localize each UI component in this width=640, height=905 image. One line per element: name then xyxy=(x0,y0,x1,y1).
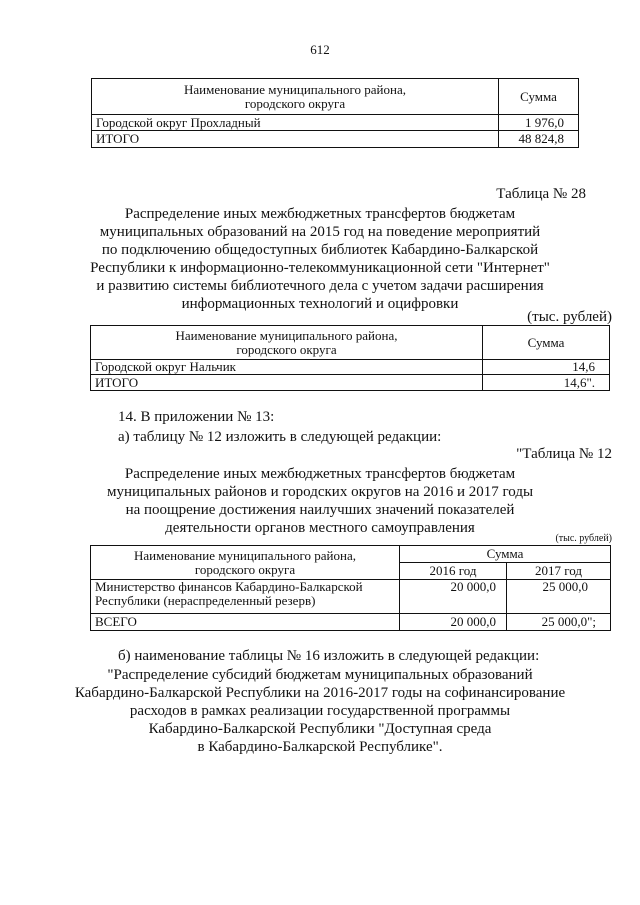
header-name-cell xyxy=(91,546,400,580)
page-number: 612 xyxy=(310,42,330,57)
table12-title xyxy=(0,465,640,537)
row-name: Городской округ Прохладный xyxy=(92,115,499,131)
table16-title xyxy=(0,666,640,756)
row-name: ИТОГО xyxy=(91,375,483,391)
table28-label: Таблица № 28 xyxy=(496,186,586,202)
header-sum-cell: Сумма xyxy=(483,326,610,360)
row-name-line: Министерство финансов Кабардино-Балкарской xyxy=(95,579,363,594)
row-name: ИТОГО xyxy=(92,131,499,148)
table-continuation xyxy=(91,78,579,148)
row-value-2016: 20 000,0 xyxy=(400,614,507,631)
header-name-line: Наименование муниципального района, xyxy=(175,327,398,343)
header-2016-cell: 2016 год xyxy=(400,563,507,580)
header-name-cell xyxy=(91,326,483,360)
table-row xyxy=(92,131,579,148)
table28 xyxy=(90,325,610,391)
row-sum: 48 824,8 xyxy=(499,131,579,148)
table-row xyxy=(91,614,611,631)
table-row xyxy=(91,580,611,614)
row-value-2017: 25 000,0"; xyxy=(507,614,611,631)
header-name-line: Наименование муниципального района, xyxy=(184,81,406,97)
title-line: деятельности органов местного самоуправления xyxy=(165,520,475,536)
header-name-cell xyxy=(92,79,499,115)
title-line: Кабардино-Балкарской Республики на 2016-2017 годы на софинансирование xyxy=(74,685,566,701)
title-line: на поощрение достижения наилучших значений показателей xyxy=(125,502,515,518)
title-line: по подключению общедоступных библиотек Кабардино-Балкарской xyxy=(101,242,539,258)
row-sum: 14,6". xyxy=(483,375,610,391)
row-sum: 1 976,0 xyxy=(499,115,579,131)
section-b-item: б) наименование таблицы № 16 изложить в следующей редакции: xyxy=(118,648,540,664)
title-line: в Кабардино-Балкарской Республике". xyxy=(197,739,443,755)
title-line: муниципальных образований на 2015 год на поведение мероприятий xyxy=(99,224,541,240)
title-line: муниципальных районов и городских округов на 2016 и 2017 годы xyxy=(106,484,534,500)
section14-heading: 14. В приложении № 13: xyxy=(118,409,275,425)
row-name-line: Республики (нераспределенный резерв) xyxy=(95,592,316,608)
table28-units: (тыс. рублей) xyxy=(527,309,612,325)
table28-title xyxy=(0,205,640,313)
header-name-line: городского округа xyxy=(244,95,346,111)
header-sum-cell: Сумма xyxy=(400,546,611,563)
title-line: Кабардино-Балкарской Республики "Доступная среда xyxy=(148,721,492,737)
title-line: Распределение иных межбюджетных трансфертов бюджетам xyxy=(124,466,516,482)
table12 xyxy=(90,545,611,631)
header-name-line: Наименование муниципального района, xyxy=(134,547,356,563)
row-value-2017: 25 000,0 xyxy=(507,580,611,614)
table12-units: (тыс. рублей) xyxy=(555,533,612,544)
title-line: Распределение иных межбюджетных трансфертов бюджетам xyxy=(124,206,516,222)
title-line: и развитию системы библиотечного дела с учетом задачи расширения xyxy=(96,278,544,294)
row-name: Городской округ Нальчик xyxy=(91,360,483,375)
row-sum: 14,6 xyxy=(483,360,610,375)
table-row xyxy=(91,375,610,391)
table-row xyxy=(92,115,579,131)
row-name-cell xyxy=(91,580,400,614)
row-value-2016: 20 000,0 xyxy=(400,580,507,614)
row-name-cell: ВСЕГО xyxy=(91,614,400,631)
table-row xyxy=(91,360,610,375)
title-line: информационных технологий и оцифровки xyxy=(181,296,459,312)
title-line: расходов в рамках реализации государственной программы xyxy=(129,703,511,719)
header-2017-cell: 2017 год xyxy=(507,563,611,580)
header-name-line: городского округа xyxy=(194,561,296,577)
header-name-line: городского округа xyxy=(236,341,337,357)
table12-label: "Таблица № 12 xyxy=(516,446,612,462)
section14-item-a: а) таблицу № 12 изложить в следующей редакции: xyxy=(118,429,442,445)
header-sum-cell: Сумма xyxy=(499,79,579,115)
title-line: Республики к информационно-телекоммуникационной сети "Интернет" xyxy=(90,260,550,276)
title-line: "Распределение субсидий бюджетам муниципальных образований xyxy=(107,667,533,683)
